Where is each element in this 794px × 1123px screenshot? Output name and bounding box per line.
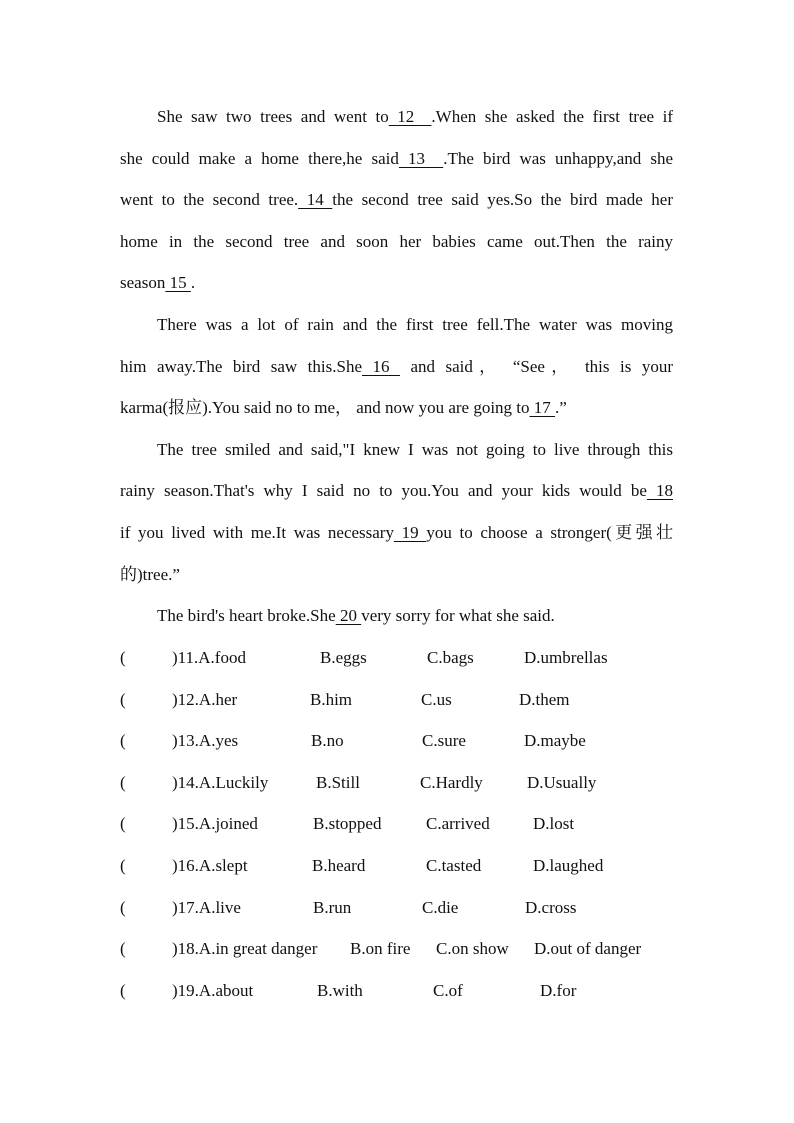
passage-line: him away.The bird saw this.She 16 and said， “See， this is your [120, 356, 673, 376]
blank-13[interactable]: 13 [398, 148, 444, 168]
answer-slot[interactable]: ( [120, 814, 126, 834]
question-row [120, 803, 680, 845]
option-b: B.stopped [313, 814, 382, 834]
question-row [120, 970, 680, 1012]
option-c: C.of [433, 980, 463, 1000]
passage-line: season 15 . [120, 273, 196, 293]
passage [120, 96, 673, 637]
blank-16[interactable]: 16 [362, 356, 400, 376]
passage-line: if you lived with me.It was necessary 19 you to choose a stronger(更强壮 [120, 522, 674, 542]
passage-line: rainy season.That's why I said no to you.You and your kids would be 18 [120, 481, 673, 501]
answer-slot[interactable]: ( [120, 855, 126, 875]
question-row [120, 928, 680, 970]
option-b: B.Still [316, 772, 360, 792]
question-row [120, 845, 680, 887]
answer-slot[interactable]: ( [120, 689, 126, 709]
question-list [120, 637, 680, 1011]
passage-line: She saw two trees and went to 12 .When she asked the first tree if [157, 107, 673, 126]
option-d: D.laughed [533, 855, 604, 875]
question-row [120, 679, 680, 721]
option-d: D.lost [533, 814, 575, 834]
option-a: )17.A.live [172, 897, 241, 917]
passage-line: The bird's heart broke.She 20 very sorry for what she said. [157, 606, 555, 626]
option-d: D.umbrellas [524, 648, 608, 667]
passage-line: she could make a home there,he said 13 .The bird was unhappy,and she [120, 148, 674, 168]
option-d: D.out of danger [534, 939, 642, 959]
option-b: B.on fire [350, 939, 411, 959]
option-a: )14.A.Luckily [172, 772, 269, 792]
option-b: B.eggs [320, 648, 367, 667]
option-b: B.heard [312, 855, 366, 875]
option-d: D.maybe [524, 731, 586, 751]
answer-slot[interactable]: ( [120, 772, 126, 792]
option-b: B.run [313, 897, 352, 917]
option-c: C.on show [436, 939, 509, 959]
blank-14[interactable]: 14 [298, 190, 333, 210]
option-d: D.cross [525, 897, 577, 917]
option-b: B.no [311, 731, 344, 751]
option-c: C.us [421, 689, 452, 709]
option-c: C.bags [427, 648, 474, 667]
option-b: B.with [317, 980, 363, 1000]
passage-line: karma(报应).You said no to me， and now you are going to 17 .” [120, 398, 567, 418]
option-c: C.arrived [426, 814, 490, 834]
passage-line: There was a lot of rain and the first tree fell.The water was moving [157, 314, 673, 334]
blank-15[interactable]: 15 [165, 273, 191, 293]
question-row [120, 887, 680, 929]
passage-line: 的)tree.” [120, 564, 180, 584]
question-row [120, 762, 680, 804]
answer-slot[interactable]: ( [120, 897, 126, 917]
option-a: )11.A.food [172, 648, 246, 667]
option-c: C.sure [422, 731, 466, 751]
passage-line: The tree smiled and said,"I knew I was not going to live through this [157, 439, 673, 459]
blank-17[interactable]: 17 [529, 398, 556, 418]
blank-20[interactable]: 20 [335, 606, 362, 626]
option-b: B.him [310, 689, 353, 709]
question-row [120, 637, 680, 679]
answer-slot[interactable]: ( [120, 939, 126, 959]
option-d: D.Usually [527, 772, 597, 792]
option-a: )13.A.yes [172, 731, 239, 751]
option-a: )12.A.her [172, 689, 238, 709]
option-a: )18.A.in great danger [172, 939, 318, 959]
answer-slot[interactable]: ( [120, 731, 126, 751]
option-d: D.for [540, 980, 577, 1000]
option-a: )15.A.joined [172, 814, 258, 834]
blank-18[interactable]: 18 [646, 481, 673, 501]
option-a: )19.A.about [172, 980, 254, 1000]
blank-19[interactable]: 19 [393, 522, 427, 542]
option-c: C.die [422, 897, 459, 917]
answer-slot[interactable]: ( [120, 648, 126, 667]
answer-slot[interactable]: ( [120, 980, 126, 1000]
question-row [120, 720, 680, 762]
option-c: C.tasted [426, 855, 482, 875]
option-c: C.Hardly [420, 772, 483, 792]
passage-line: went to the second tree. 14 the second tree said yes.So the bird made her [120, 190, 673, 210]
option-d: D.them [519, 689, 570, 709]
passage-line: home in the second tree and soon her babies came out.Then the rainy [120, 231, 673, 251]
option-a: )16.A.slept [172, 855, 248, 875]
blank-12[interactable]: 12 [388, 107, 432, 126]
